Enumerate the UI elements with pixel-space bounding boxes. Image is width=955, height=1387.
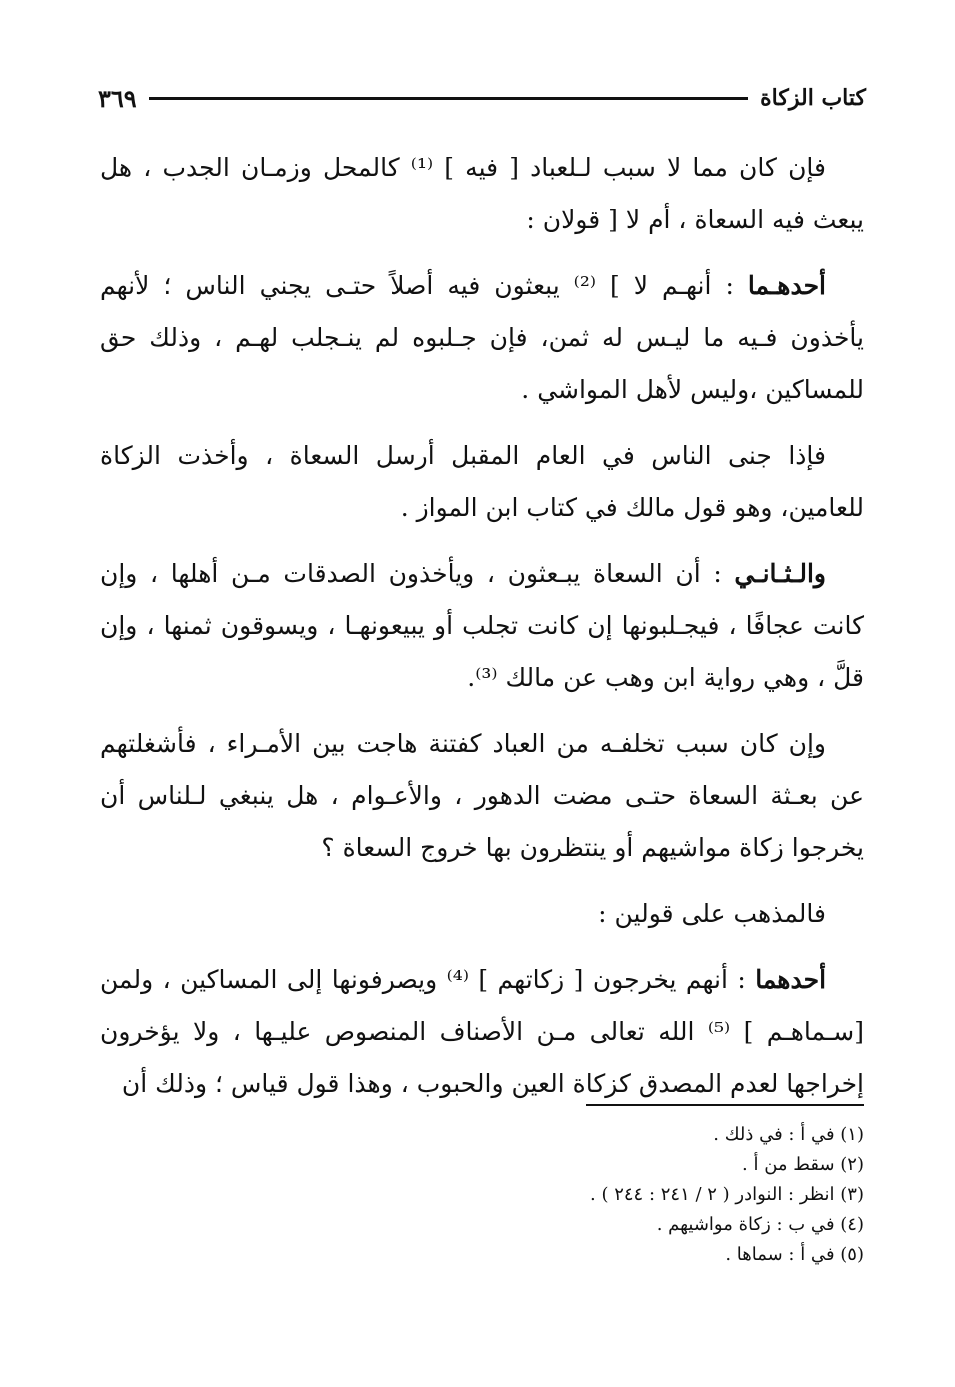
paragraph-text: : أنهـم لا ] ⁽²⁾ يبعثون فيه أصلاً حتـى يجني الناس ؛ لأنهم يأخذون فـيه ما ليـس له ثمن، فإن جـلبوه لم ينـجلب لهـم ، وذلك حق للمساكين ،وليس لأهل المواشي .	[100, 271, 864, 404]
paragraph-text: : أنهم يخرجون [ زكاتهم ] ⁽⁴⁾ ويصرفونها إلى المساكين ، ولمن [سـماهـم ] ⁽⁵⁾ الله تعالى مـن الأصناف المنصوص عليـها ، ولا يؤخرون إخراجها لعدم المصدق كزكاة العين والحبوب ، وهذا قول قياس ؛ وذلك أن	[100, 965, 864, 1098]
footnote-1: (١) في أ : في ذلك .	[713, 1124, 864, 1145]
page-header	[98, 78, 866, 118]
paragraph-lead: أحدهما	[755, 965, 827, 994]
header-rule	[149, 97, 748, 100]
paragraph-6	[100, 888, 864, 940]
paragraph-text: فإذا جنى الناس في العام المقبل أرسل السعاة ، وأخذت الزكاة للعامين، وهو قول مالك في كتاب ابن المواز .	[100, 441, 864, 522]
footnote-3: (٣) انظر : النوادر ( ٢ / ٢٤١ : ٢٤٤ ) .	[590, 1184, 864, 1205]
paragraph-text: وإن كان سبب تخلفـه من العباد كفتنة هاجت بين الأمـراء ، فأشغلتهم عن بعـثة السعاة حتـى مضت الدهور ، والأعـوام ، هل ينبغي لـلناس أن يخرجوا زكاة مواشيهم أو ينتظرون بها خروج السعاة ؟	[100, 729, 864, 862]
paragraph-text: فإن كان مما لا سبب لـلعباد [ فيه ] ⁽¹⁾ كالمحل وزمـان الجدب ، هل يبعث فيه السعاة ، أم لا [ قولان :	[100, 153, 864, 234]
page-number: ٣٦٩	[98, 83, 137, 113]
paragraph-lead: أحدهـما	[747, 271, 826, 300]
paragraph-lead: والـثـانـي	[734, 559, 826, 588]
paragraph-1	[100, 142, 864, 246]
paragraph-5	[100, 718, 864, 874]
footnote-4: (٤) في ب : زكاة مواشيهم .	[656, 1214, 864, 1235]
chapter-title: كتاب الزكاة	[760, 85, 866, 111]
paragraph-2	[100, 260, 864, 416]
paragraph-3	[100, 430, 864, 534]
paragraph-4	[100, 548, 864, 704]
footnote-2: (٢) سقط من أ .	[742, 1154, 864, 1175]
footnotes	[100, 1104, 864, 1270]
paragraph-text: فالمذهب على قولين :	[598, 899, 826, 928]
main-text	[100, 142, 864, 1124]
paragraph-text: : أن السعاة يبـعثون ، ويأخذون الصدقات مـن أهلها ، وإن كانت عجافًا ، فيجـلبونها إن كانت تجلب أو يبيعونهـا ، ويسوقون ثمنها ، وإن قلَّ ، وهي رواية ابن وهب عن مالك ⁽³⁾.	[100, 559, 864, 692]
paragraph-7	[100, 954, 864, 1110]
footnote-rule	[586, 1104, 864, 1106]
footnote-5: (٥) في أ : سماها .	[725, 1244, 864, 1265]
